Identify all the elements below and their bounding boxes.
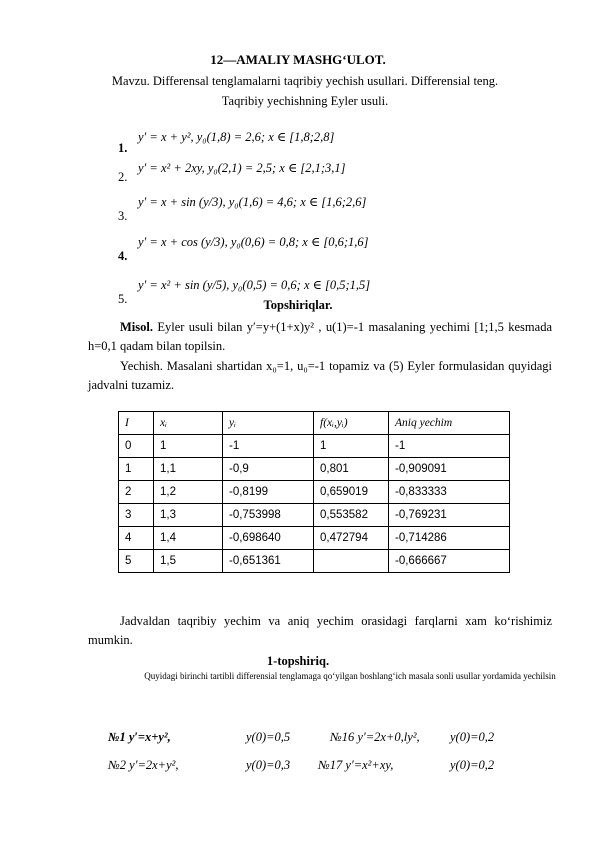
- exercise-17-condition: y(0)=0,2: [450, 758, 495, 772]
- table-cell: 5: [119, 550, 154, 573]
- task-subtitle: Quyidagi birinchi tartibli differensial tenglamaga qo‘yilgan boshlang‘ich masala sonli usullar yordamida yechilsin: [144, 671, 556, 681]
- header-cell: xᵢ: [154, 412, 223, 435]
- problem-equation: y′ = x² + 2xy, y₀(2,1) = 2,5; x ∈ [2,1;3,1]: [138, 161, 346, 175]
- table-cell: -0,909091: [389, 458, 510, 481]
- table-cell: 2: [119, 481, 154, 504]
- table-cell: 1,4: [154, 527, 223, 550]
- section-title: Topshiriqlar.: [263, 298, 333, 312]
- table-header-row: [119, 412, 510, 435]
- header-cell: yᵢ: [223, 412, 314, 435]
- conclusion-paragraph: Jadvaldan taqribiy yechim va aniq yechim orasidagi farqlarni xam ko‘rishimiz mumkin.: [88, 614, 552, 647]
- problem-number: 3.: [118, 209, 128, 223]
- table-cell: 1: [119, 458, 154, 481]
- problem-equation: y′ = x + cos (y/3), y₀(0,6) = 0,8; x ∈ [0,6;1,6]: [138, 235, 369, 249]
- table-cell: -1: [389, 435, 510, 458]
- table-cell: -0,769231: [389, 504, 510, 527]
- table-cell: -0,833333: [389, 481, 510, 504]
- exercise-16: №16 y′=2x+0,ly²,: [330, 730, 420, 744]
- problem-equation: y′ = x + y², y₀(1,8) = 2,6; x ∈ [1,8;2,8]: [138, 130, 335, 144]
- table-row: [119, 527, 510, 550]
- table-cell: 0,801: [314, 458, 389, 481]
- page-subtitle: [70, 71, 540, 111]
- table-cell: 1,2: [154, 481, 223, 504]
- table-cell: 4: [119, 527, 154, 550]
- table-cell: 1,3: [154, 504, 223, 527]
- table-cell: -0,753998: [223, 504, 314, 527]
- table-cell: -0,651361: [223, 550, 314, 573]
- exercise-17: №17 y′=x²+xy,: [318, 758, 394, 772]
- table-row: [119, 550, 510, 573]
- header-cell: f(xᵢ,yᵢ): [314, 412, 389, 435]
- table-row: [119, 435, 510, 458]
- example-paragraph: [88, 318, 552, 356]
- header-cell: Aniq yechim: [389, 412, 510, 435]
- table-row: [119, 458, 510, 481]
- exercise-16-condition: y(0)=0,2: [450, 730, 495, 744]
- table-cell: -0,8199: [223, 481, 314, 504]
- problem-number: 4.: [118, 249, 128, 263]
- table-cell: -0,698640: [223, 527, 314, 550]
- subtitle-line-1: Mavzu. Differensal tenglamalarni taqribiy yechish usullari. Differensial teng.: [111, 74, 499, 88]
- table-cell: 1: [314, 435, 389, 458]
- solution-paragraph: Yechish. Masalani shartidan x₀=1, u₀=-1 topamiz va (5) Eyler formulasidan quyidagi jadvalni tuzamiz.: [88, 359, 552, 392]
- results-table: [118, 411, 510, 573]
- table-row: [119, 481, 510, 504]
- problem-equation: y′ = x² + sin (y/5), y₀(0,5) = 0,6; x ∈ [0,5;1,5]: [138, 278, 371, 292]
- task-title: 1-topshiriq.: [266, 654, 330, 668]
- page-title: 12—AMALIY MASHG‘ULOT.: [210, 52, 386, 67]
- exercise-2-condition: y(0)=0,3: [246, 758, 291, 772]
- table-cell: 1,1: [154, 458, 223, 481]
- problem-number: 5.: [118, 292, 128, 306]
- exercise-1-condition: y(0)=0,5: [246, 730, 291, 744]
- exercise-1: [108, 730, 171, 745]
- problem-equation: y′ = x + sin (y/3), y₀(1,6) = 4,6; x ∈ [1,6;2,6]: [138, 195, 367, 209]
- table-cell: -0,666667: [389, 550, 510, 573]
- table-row: [119, 504, 510, 527]
- table-cell: -0,714286: [389, 527, 510, 550]
- problem-number: 1.: [118, 141, 128, 155]
- table-cell: 0: [119, 435, 154, 458]
- header-cell: I: [119, 412, 154, 435]
- table-cell: -0,9: [223, 458, 314, 481]
- subtitle-line-2: Taqribiy yechishning Eyler usuli.: [221, 94, 389, 108]
- table-cell: 0,472794: [314, 527, 389, 550]
- problem-number: 2.: [118, 170, 128, 184]
- exercise-2: №2 y′=2x+y²,: [108, 758, 179, 772]
- example-text: Eyler usuli bilan y′=y+(1+x)y² , u(1)=-1 masalaning yechimi [1;1,5 kesmada h=0,1 qadam bilan topilsin.: [88, 320, 552, 353]
- table-cell: 3: [119, 504, 154, 527]
- table-cell: 0,553582: [314, 504, 389, 527]
- table-cell: 1: [154, 435, 223, 458]
- example-label: Misol.: [120, 320, 153, 334]
- table-cell: [314, 550, 389, 573]
- table-cell: 0,659019: [314, 481, 389, 504]
- table-cell: 1,5: [154, 550, 223, 573]
- table-cell: -1: [223, 435, 314, 458]
- exercise-label: №1 y′=x+y²,: [108, 730, 171, 744]
